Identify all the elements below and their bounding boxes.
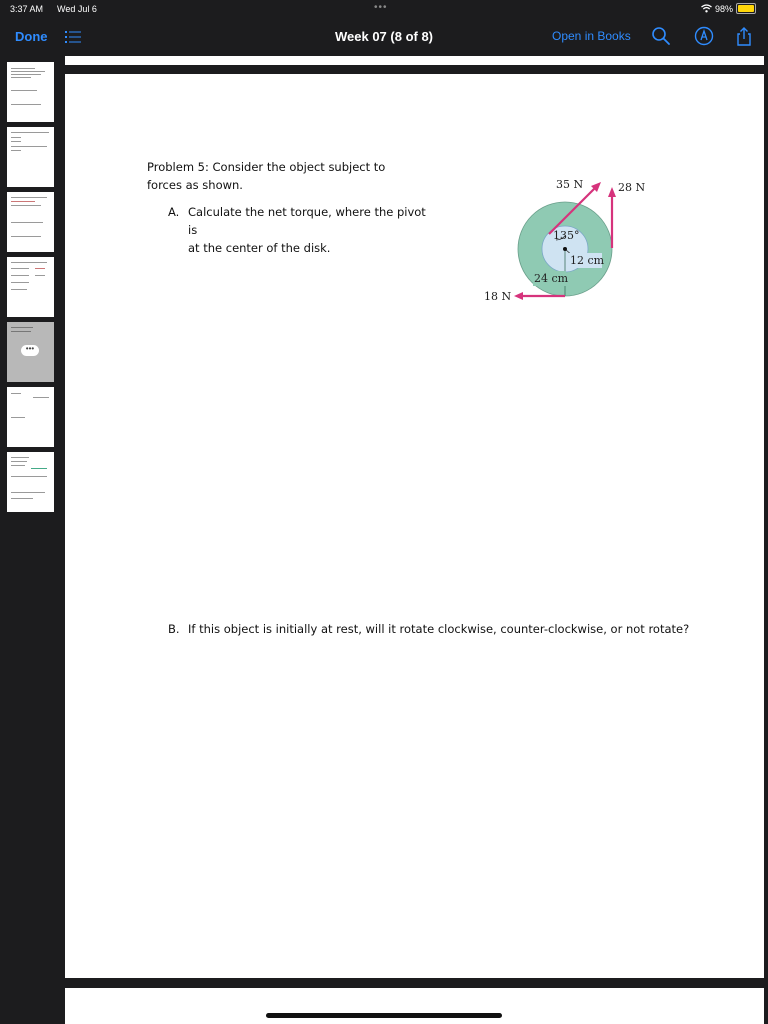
status-time: 3:37 AM — [10, 4, 44, 14]
thumbnail-list-icon[interactable] — [64, 28, 82, 46]
share-icon[interactable] — [734, 26, 754, 46]
force-label-28: 28 N — [618, 181, 646, 194]
status-right — [701, 3, 756, 14]
document-page[interactable] — [65, 74, 764, 978]
previous-page-edge — [65, 56, 764, 65]
thumbnail-sidebar[interactable] — [0, 56, 60, 1024]
force-diagram — [470, 166, 680, 316]
problem-title: Problem 5: Consider the object subject to forces as shown. — [147, 160, 386, 192]
angle-label: 135° — [553, 229, 580, 242]
pivot-point — [563, 247, 567, 251]
more-options-button[interactable]: ••• — [21, 345, 39, 356]
page-thumbnail[interactable] — [7, 192, 54, 252]
part-a-letter: A. — [168, 205, 180, 219]
document-title: Week 07 (8 of 8) — [334, 29, 434, 44]
inner-radius-label: 12 cm — [570, 254, 605, 267]
part-b-letter: B. — [168, 622, 180, 636]
outer-radius-label: 24 cm — [534, 272, 569, 285]
multitasking-dots[interactable]: ••• — [374, 2, 388, 13]
page-thumbnail[interactable] — [7, 452, 54, 512]
force-label-18: 18 N — [484, 290, 512, 303]
markup-icon[interactable] — [694, 26, 714, 46]
status-date: Wed Jul 6 — [57, 4, 97, 14]
page-thumbnail[interactable] — [7, 257, 54, 317]
battery-icon — [736, 3, 756, 14]
status-bar — [0, 0, 768, 18]
page-thumbnail[interactable] — [7, 127, 54, 187]
next-page-edge — [65, 988, 764, 1024]
part-a-text: Calculate the net torque, where the pivot is at the center of the disk. — [188, 205, 426, 255]
open-in-books-button[interactable]: Open in Books — [552, 29, 631, 43]
battery-percent: 98% — [714, 3, 733, 14]
page-thumbnail-current[interactable] — [7, 322, 54, 382]
wifi-icon — [701, 4, 712, 13]
done-button[interactable]: Done — [15, 29, 48, 44]
page-thumbnail[interactable] — [7, 62, 54, 122]
part-b-text: If this object is initially at rest, will it rotate clockwise, counter-clockwise, or not rotate? — [188, 622, 690, 636]
search-icon[interactable] — [651, 26, 671, 46]
toolbar — [0, 18, 768, 56]
force-label-35: 35 N — [556, 178, 584, 191]
page-thumbnail[interactable] — [7, 387, 54, 447]
home-indicator[interactable] — [266, 1013, 502, 1018]
